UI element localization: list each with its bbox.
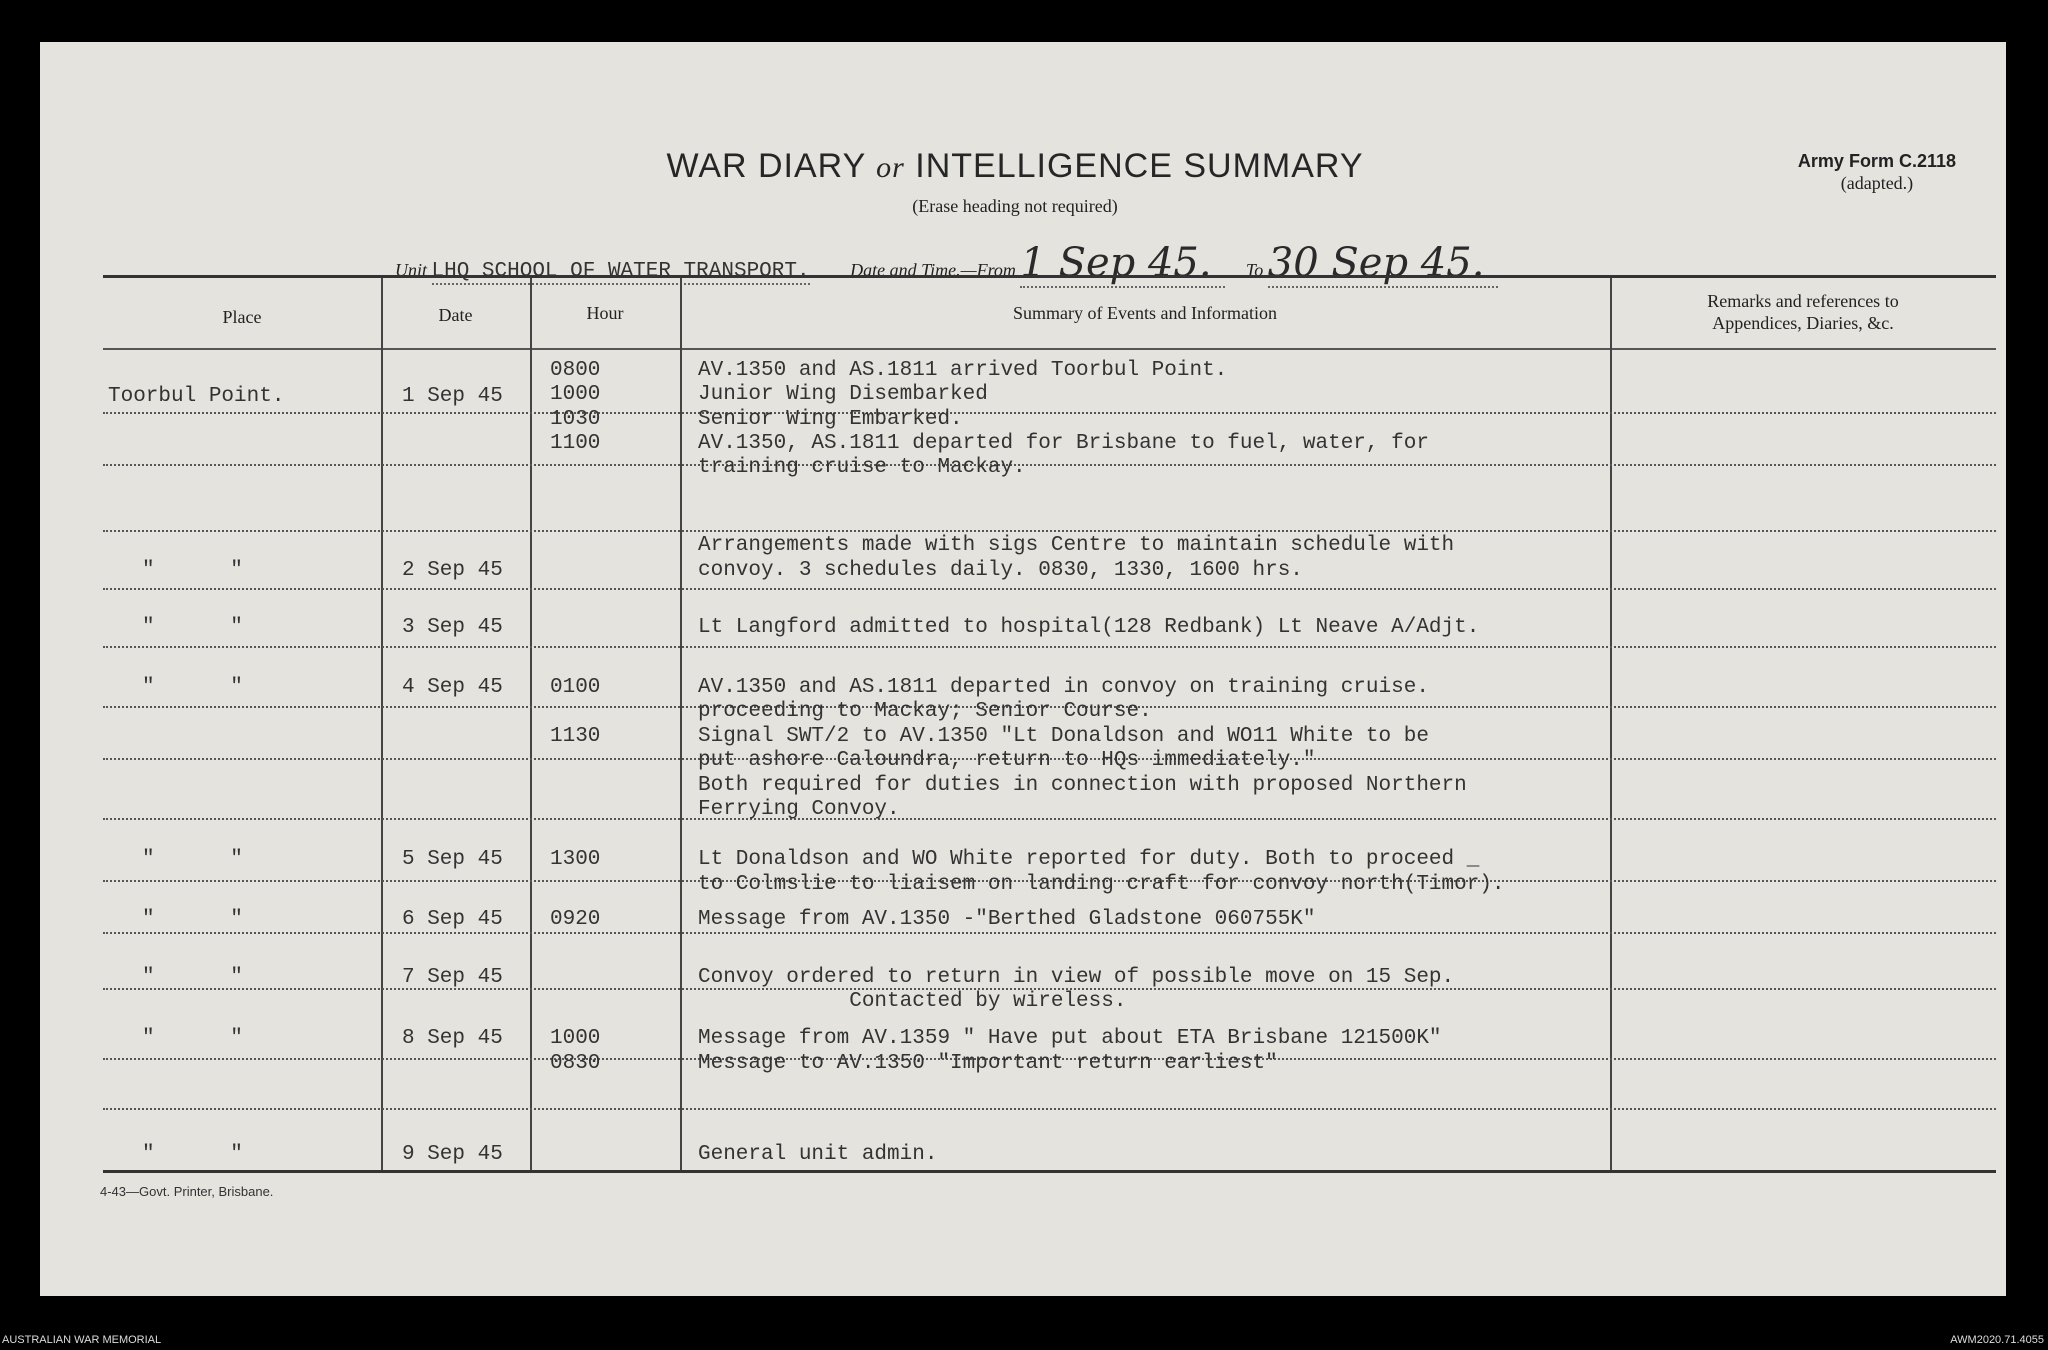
entry-date: 6 Sep 45 bbox=[402, 908, 503, 931]
entry-text: AV.1350 and AS.1811 arrived Toorbul Point. bbox=[698, 359, 1228, 382]
row-rule bbox=[103, 530, 1996, 532]
entry-text: Lt Langford admitted to hospital(128 Redbank) Lt Neave A/Adjt. bbox=[698, 616, 1480, 639]
row-rule bbox=[103, 1108, 1996, 1110]
entry-hour: 1130 bbox=[550, 725, 601, 748]
entry-place: " " bbox=[142, 1027, 243, 1050]
row-rule bbox=[103, 464, 1996, 466]
entry-place: Toorbul Point. bbox=[108, 385, 285, 408]
header-date: Date bbox=[438, 305, 473, 325]
entry-date: 7 Sep 45 bbox=[402, 966, 503, 989]
entry-hour: 1300 bbox=[550, 848, 601, 871]
unit-value: LHQ SCHOOL OF WATER TRANSPORT. bbox=[431, 260, 810, 283]
row-rule bbox=[103, 588, 1996, 590]
entry-hour: 0100 bbox=[550, 676, 601, 699]
entry-text: AV.1350, AS.1811 departed for Brisbane to fuel, water, for bbox=[698, 432, 1429, 455]
entry-hour: 1000 bbox=[550, 383, 601, 406]
entry-text: Message from AV.1359 " Have put about ETA Brisbane 121500K" bbox=[698, 1027, 1442, 1050]
entry-text: Convoy ordered to return in view of possible move on 15 Sep. bbox=[698, 966, 1455, 989]
entry-text: Message to AV.1350 "Important return earliest" bbox=[698, 1052, 1278, 1075]
entry-place: " " bbox=[142, 908, 243, 931]
entry-place: " " bbox=[142, 616, 243, 639]
entry-date: 4 Sep 45 bbox=[402, 676, 503, 699]
entry-place: " " bbox=[142, 966, 243, 989]
entry-text: Senior Wing Embarked. bbox=[698, 408, 963, 431]
entry-text: training cruise to Mackay. bbox=[698, 456, 1026, 479]
table-top-rule bbox=[103, 275, 1996, 278]
entry-date: 9 Sep 45 bbox=[402, 1143, 503, 1166]
printer-imprint: 4-43—Govt. Printer, Brisbane. bbox=[100, 1184, 274, 1199]
header-rule bbox=[103, 348, 1996, 350]
header-summary: Summary of Events and Information bbox=[1013, 303, 1277, 323]
entry-text: Lt Donaldson and WO White reported for duty. Both to proceed _ bbox=[698, 848, 1480, 871]
entry-text: proceeding to Mackay; Senior Course. bbox=[698, 700, 1152, 723]
entry-hour: 1000 bbox=[550, 1027, 601, 1050]
row-rule bbox=[103, 646, 1996, 648]
entry-hour: 1100 bbox=[550, 432, 601, 455]
entry-date: 8 Sep 45 bbox=[402, 1027, 503, 1050]
row-rule bbox=[103, 932, 1996, 934]
entry-text: AV.1350 and AS.1811 departed in convoy on training cruise. bbox=[698, 676, 1429, 699]
header-remarks: Remarks and references to Appendices, Diaries, &c. bbox=[1707, 291, 1899, 333]
entry-date: 5 Sep 45 bbox=[402, 848, 503, 871]
entry-place: " " bbox=[142, 559, 243, 582]
entry-hour: 0920 bbox=[550, 908, 601, 931]
entry-text: Signal SWT/2 to AV.1350 "Lt Donaldson and WO11 White to be bbox=[698, 725, 1429, 748]
erase-note: (Erase heading not required) bbox=[912, 196, 1118, 216]
entry-date: 3 Sep 45 bbox=[402, 616, 503, 639]
entry-text: Ferrying Convoy. bbox=[698, 798, 900, 821]
unit-line: Unit LHQ SCHOOL OF WATER TRANSPORT. Date and Time.—From 1 Sep 45. To 30 Sep 45. bbox=[395, 240, 1498, 288]
entry-hour: 0830 bbox=[550, 1052, 601, 1075]
entry-date: 2 Sep 45 bbox=[402, 559, 503, 582]
entry-text: Arrangements made with sigs Centre to maintain schedule with bbox=[698, 534, 1455, 557]
entry-text: Message from AV.1350 -"Berthed Gladstone 060755K" bbox=[698, 908, 1316, 931]
diary-form bbox=[40, 42, 2006, 1296]
entry-text: General unit admin. bbox=[698, 1143, 938, 1166]
entry-hour: 1030 bbox=[550, 408, 601, 431]
archive-caption: AUSTRALIAN WAR MEMORIAL bbox=[2, 1334, 162, 1346]
entry-hour: 0800 bbox=[550, 359, 601, 382]
entry-text: Both required for duties in connection with proposed Northern bbox=[698, 774, 1467, 797]
army-form-number: Army Form C.2118 (adapted.) bbox=[1797, 151, 1956, 193]
archive-reference: AWM2020.71.4055 bbox=[1950, 1334, 2044, 1346]
entry-text: to Colmslie to liaisem on landing craft for convoy north(Timor). bbox=[698, 873, 1505, 896]
row-rule bbox=[103, 818, 1996, 820]
entry-place: " " bbox=[142, 848, 243, 871]
table-bottom-rule bbox=[103, 1170, 1996, 1173]
from-value: 1 Sep 45. bbox=[1020, 240, 1225, 288]
entry-text: Junior Wing Disembarked bbox=[698, 383, 988, 406]
header-hour: Hour bbox=[586, 303, 624, 323]
form-title: WAR DIARY or INTELLIGENCE SUMMARY bbox=[666, 147, 1364, 185]
row-rule bbox=[103, 412, 1996, 414]
entry-date: 1 Sep 45 bbox=[402, 385, 503, 408]
entry-text: put ashore Caloundra, return to HQs immediately." bbox=[698, 749, 1316, 772]
entry-text: Contacted by wireless. bbox=[698, 990, 1127, 1013]
to-value: 30 Sep 45. bbox=[1268, 240, 1498, 288]
entry-text: convoy. 3 schedules daily. 0830, 1330, 1600 hrs. bbox=[698, 559, 1303, 582]
entry-place: " " bbox=[142, 676, 243, 699]
entry-place: " " bbox=[142, 1143, 243, 1166]
header-place: Place bbox=[222, 307, 262, 327]
